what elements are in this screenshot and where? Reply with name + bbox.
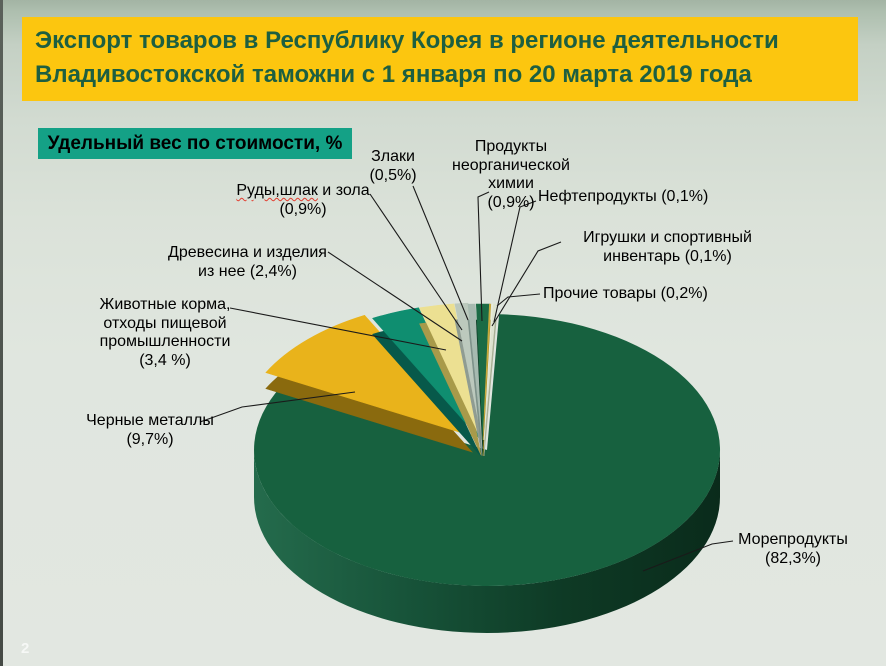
slice-label: Прочие товары (0,2%) <box>543 285 708 302</box>
slice-label: Руды,шлак и зола (0,9%) <box>236 182 370 218</box>
slice-label: Продукты неорганической химии (0,9%) <box>452 138 570 212</box>
slide-title-line2: Владивостокской таможни с 1 января по 20 марта 2019 года <box>35 60 752 88</box>
slice-label: Злаки (0,5%) <box>369 148 417 184</box>
slice-label: Древесина и изделия из нее (2,4%) <box>168 244 327 280</box>
chart-subtitle: Удельный вес по стоимости, % <box>47 132 343 154</box>
slide-title-line1: Экспорт товаров в Республику Корея в регионе деятельности <box>35 27 779 54</box>
slice-label: Нефтепродукты (0,1%) <box>538 188 709 205</box>
slice-label: Морепродукты (82,3%) <box>738 531 848 567</box>
leader-line <box>413 186 468 320</box>
page-number: 2 <box>21 640 30 657</box>
slice-label: Игрушки и спортивный инвентарь (0,1%) <box>583 229 752 265</box>
slice-label: Черные металлы (9,7%) <box>86 412 214 448</box>
leader-line <box>478 192 489 321</box>
leader-line <box>497 294 540 306</box>
slice-label: Животные корма, отходы пищевой промышленности (3,4 %) <box>99 296 231 370</box>
